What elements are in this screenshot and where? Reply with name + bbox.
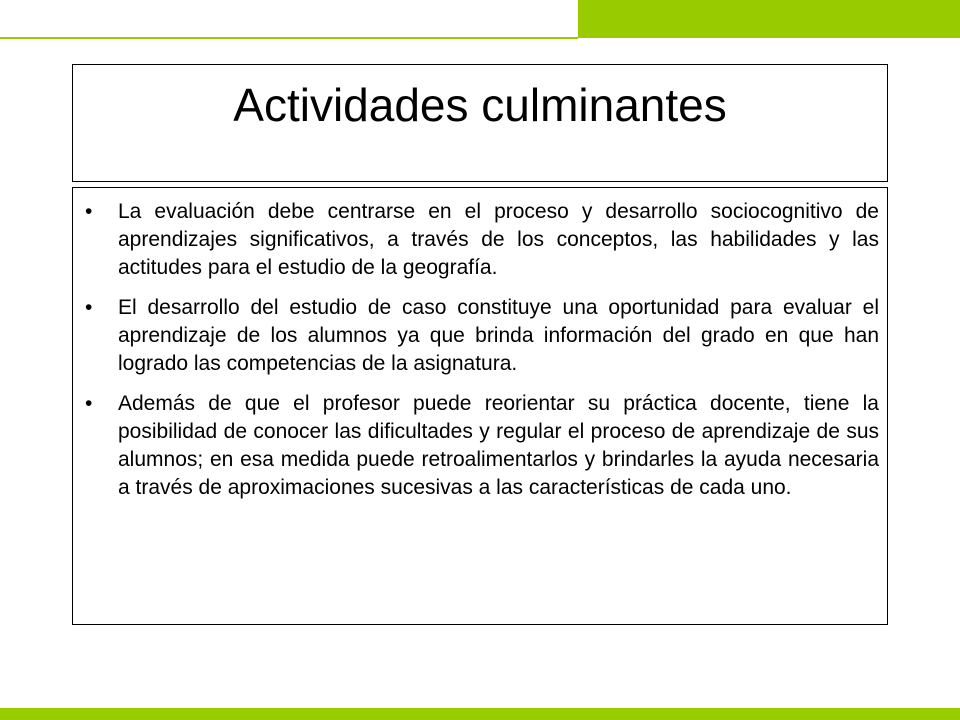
bullet-text: El desarrollo del estudio de caso constituye una oportunidad para evaluar el aprendizaje de los alumnos ya que brinda información del grado en que han logrado las competencias de la asignatura. bbox=[118, 296, 879, 375]
bullet-dot-icon: • bbox=[85, 392, 93, 415]
bullet-dot-icon: • bbox=[85, 200, 93, 223]
bullet-item bbox=[73, 198, 887, 282]
bullet-dot-icon: • bbox=[85, 296, 93, 319]
slide-title: Actividades culminantes bbox=[233, 79, 727, 131]
content-box bbox=[72, 187, 888, 625]
title-box bbox=[72, 64, 888, 182]
top-accent-rule bbox=[0, 37, 578, 39]
top-accent-block bbox=[578, 0, 960, 38]
bottom-accent-bar bbox=[0, 708, 960, 720]
bullet-list bbox=[73, 198, 887, 514]
bullet-item bbox=[73, 294, 887, 378]
bullet-text: La evaluación debe centrarse en el proceso y desarrollo sociocognitivo de aprendizajes significativos, a través de los conceptos, las habilidades y las actitudes para el estudio de la geografía. bbox=[118, 200, 879, 279]
bullet-text: Además de que el profesor puede reorientar su práctica docente, tiene la posibilidad de conocer las dificultades y regular el proceso de aprendizaje de sus alumnos; en esa medida puede retroalimentarlos y brindarles la ayuda necesaria a través de aproximaciones sucesivas a las características de cada uno. bbox=[118, 392, 879, 499]
bullet-item bbox=[73, 390, 887, 502]
